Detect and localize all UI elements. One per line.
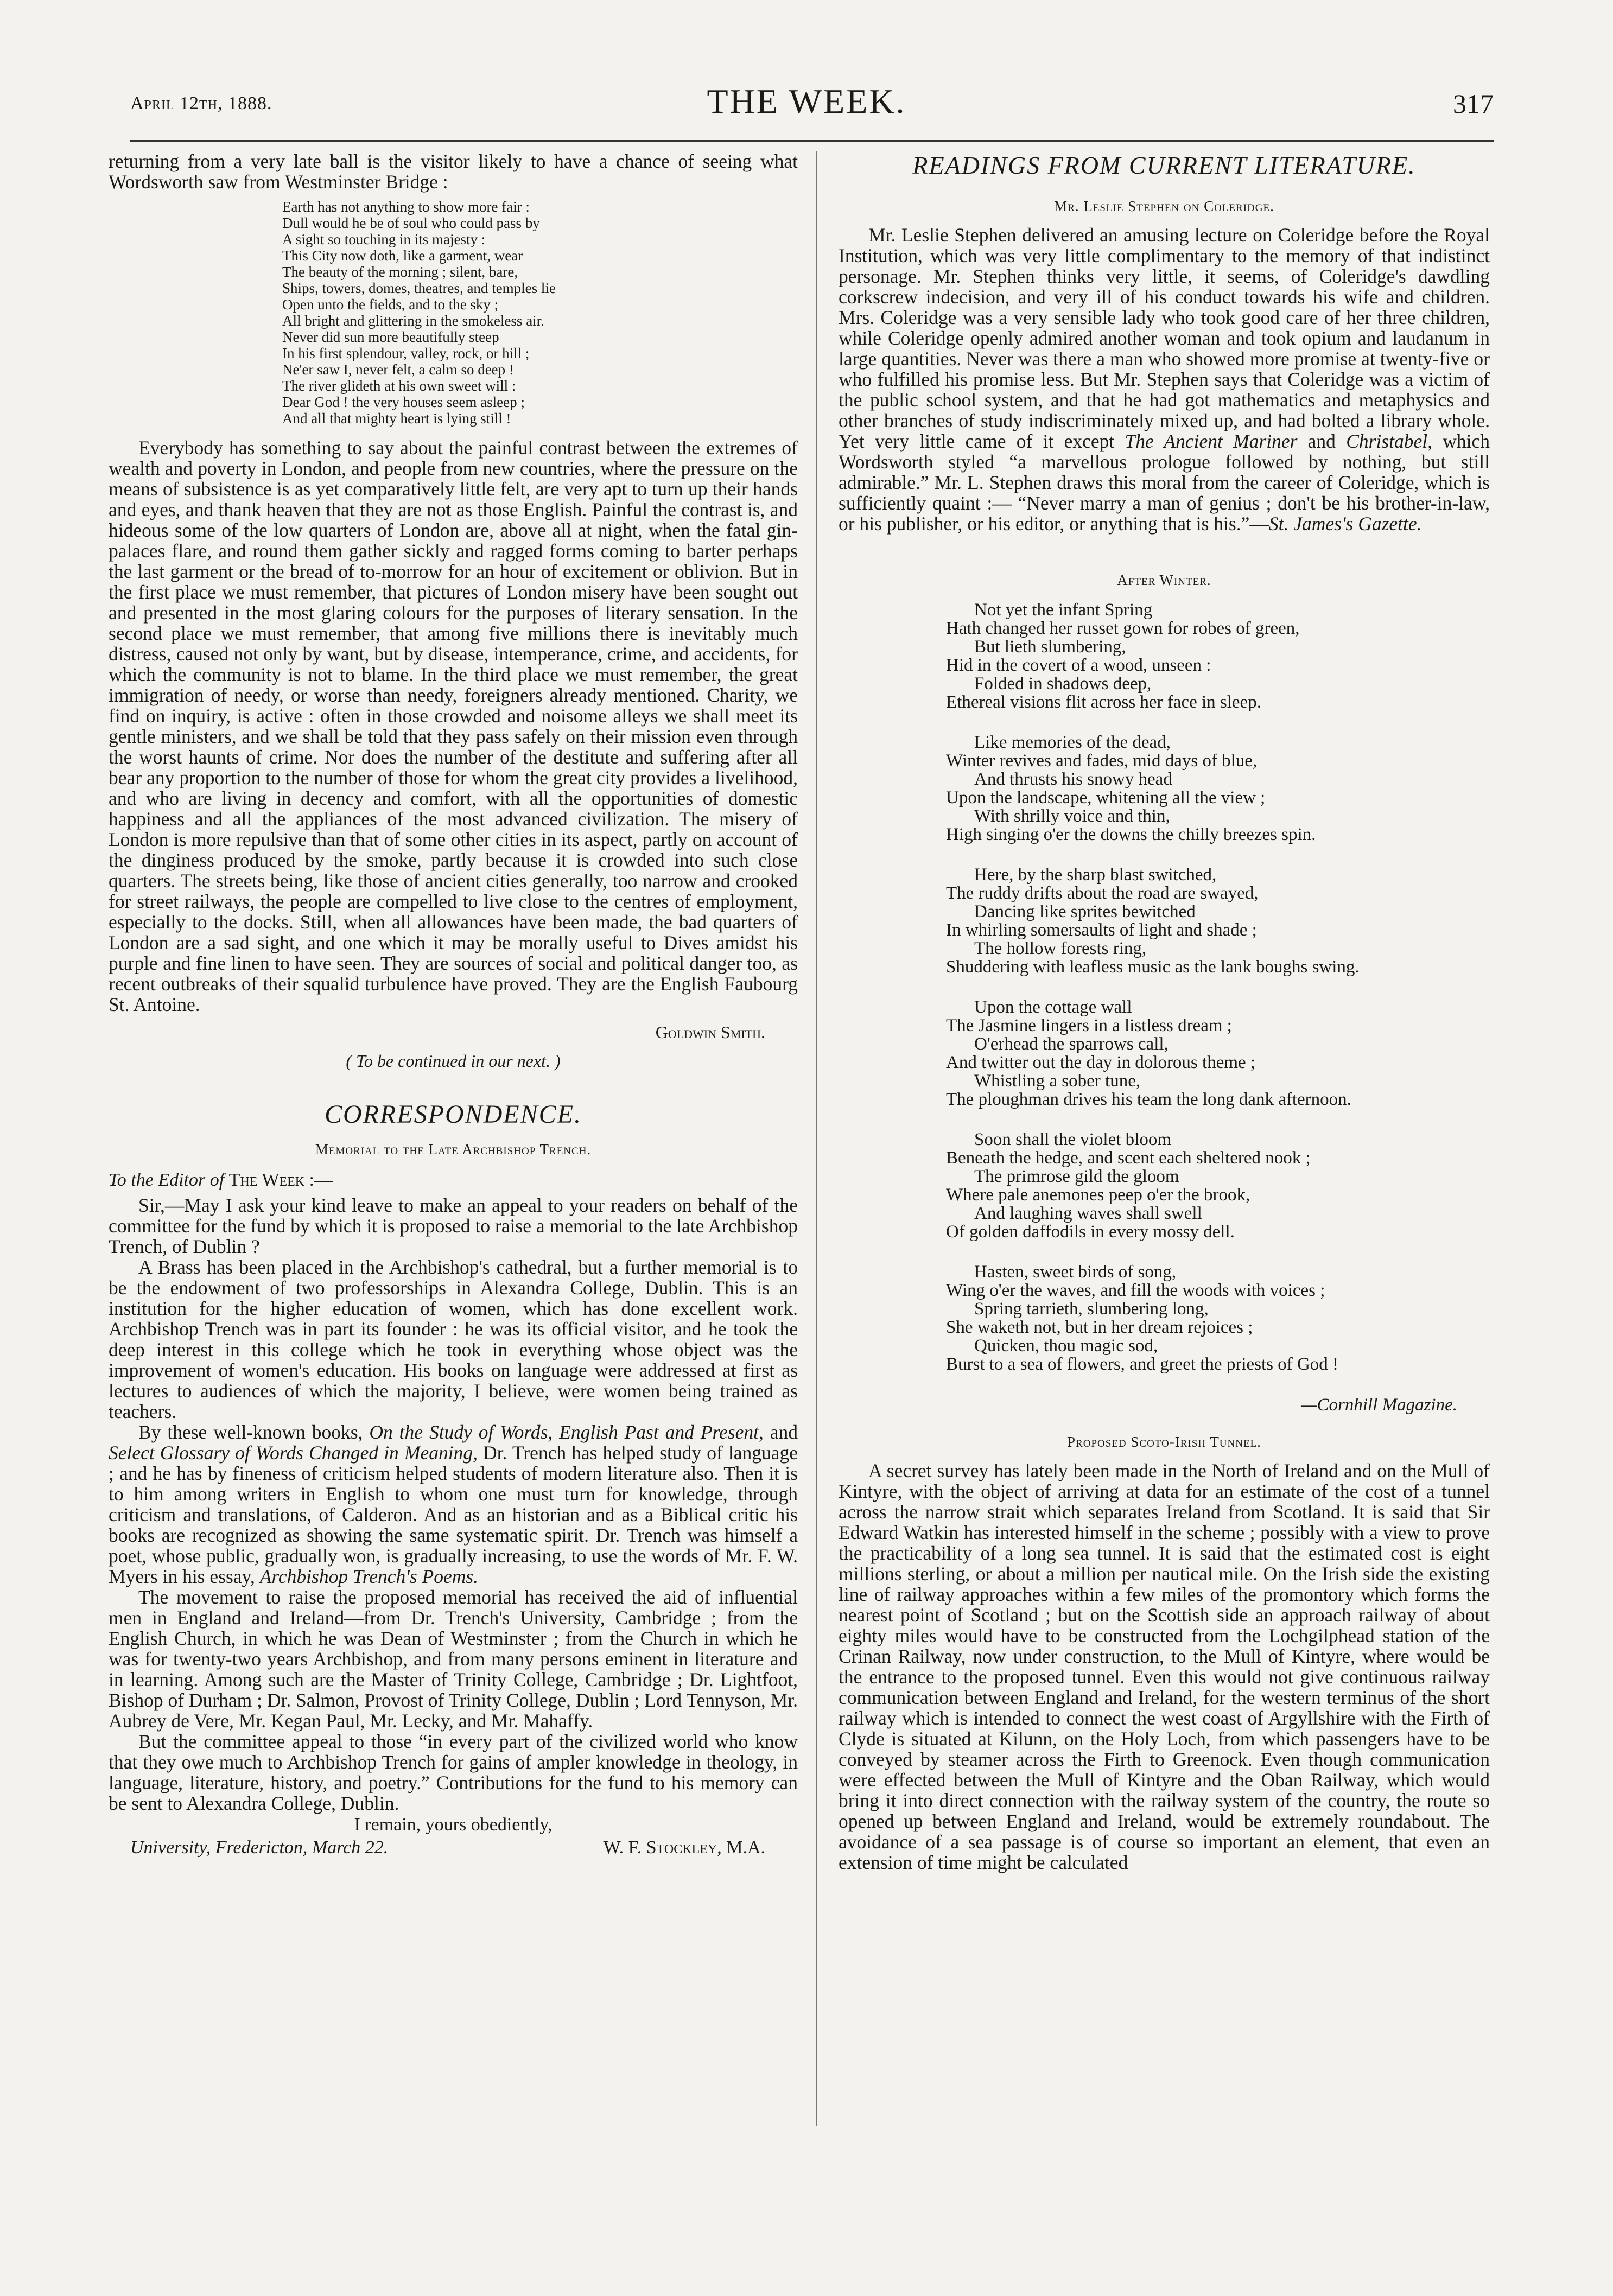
poem-line: Where pale anemones peep o'er the brook,: [946, 1185, 1250, 1205]
poem-line: Like memories of the dead,: [974, 733, 1171, 752]
text-run: Mr. Leslie Stephen delivered an amusing lecture on Coleridge before the Royal Institution, which was very little complimentary to the memory of that indistinct personage. Mr. Stephen thinks very little, it seems, of Coleridge's dawdling corkscrew indecision, and very ill of his conduct towards his wife and children. Mrs. Coleridge was a very sensible lady who took good care of her three children, while Coleridge openly admired another woman and took opium and laudanum in large quantities. Never was there a man who showed more promise at twenty-five or who fulfilled his promise less. But Mr. Stephen says that Coleridge was a victim of the public school system, and that he had got mathematics and metaphysics and other branches of study indiscriminately mixed up, and had bolted a library whole. Yet very little came of it except: [839, 224, 1490, 452]
sonnet-line: Never did sun more beautifully steep: [282, 329, 499, 345]
poem-line: The primrose gild the gloom: [974, 1167, 1179, 1186]
poem-stanza: [931, 866, 1490, 976]
poem-line: Quicken, thou magic sod,: [974, 1336, 1158, 1356]
poem-line: Not yet the infant Spring: [974, 600, 1153, 620]
poem-line: Whistling a sober tune,: [974, 1071, 1141, 1091]
letter-salutation: [109, 1170, 798, 1191]
publication-name: The Week :—: [228, 1170, 333, 1190]
poem-line: Here, by the sharp blast switched,: [974, 865, 1217, 885]
poem-line: And laughing waves shall swell: [974, 1204, 1202, 1223]
header-rule: [130, 140, 1494, 142]
poem-line: Winter revives and fades, mid days of blue,: [946, 751, 1258, 771]
letter-paragraph: [109, 1422, 798, 1587]
letter-paragraph: A Brass has been placed in the Archbishop's cathedral, but a further memorial is to be the endowment of two professorships in Alexandra College, Dublin. This is an institution for the higher education of women, which has done excellent work. Archbishop Trench was in part its founder : he was its official visitor, and he took the deep interest in this college which he took in everything whose object was the improvement of women's education. His books on language were addressed at first as lectures to audiences of which the majority, I believe, were women being trained as teachers.: [109, 1256, 798, 1422]
poem-line: Soon shall the violet bloom: [974, 1130, 1171, 1149]
sonnet-line: All bright and glittering in the smokeless air.: [282, 313, 544, 329]
sonnet-line: Ne'er saw I, never felt, a calm so deep !: [282, 361, 514, 378]
text-run: Dr. Trench has helped study of language ; and he has by fineness of criticism helped students of modern literature also. Then it is to him among writers in English to whom one must turn for knowledge, through criticism and translations, of Calderon. And as an historian and as a Biblical critic his books are recognized as showing the same systematic spirit. Dr. Trench was himself a poet, whose public, gradually won, is gradually increasing, to use the words of Mr. F. W. Myers in his essay,: [109, 1442, 798, 1587]
poem-stanza: [931, 1263, 1490, 1373]
poem-line: Upon the cottage wall: [974, 997, 1132, 1017]
page-header: [98, 81, 1515, 147]
poem-line: The hollow forests ring,: [974, 939, 1147, 958]
poem-stanza: [931, 998, 1490, 1109]
poem-line: But lieth slumbering,: [974, 637, 1126, 657]
letter-closing: I remain, yours obediently,: [354, 1815, 553, 1835]
essay-intro: returning from a very late ball is the visitor likely to have a chance of seeing what Wordsworth saw from Westminster Bridge :: [109, 150, 798, 193]
poem-stanza: [931, 1130, 1490, 1241]
book-title: Archbishop Trench's Poems.: [259, 1566, 479, 1587]
text-run: and: [770, 1421, 798, 1443]
sonnet-line: And all that mighty heart is lying still !: [282, 410, 511, 427]
correspondence-heading: CORRESPONDENCE.: [325, 1100, 582, 1129]
issue-date: April 12th, 1888.: [130, 93, 272, 113]
poem-line: And thrusts his snowy head: [974, 769, 1172, 789]
letter-signature: W. F. Stockley, M.A.: [603, 1837, 765, 1858]
poem-source: —Cornhill Magazine.: [1301, 1395, 1457, 1415]
memorial-heading: Memorial to the Late Archbishop Trench.: [315, 1141, 592, 1157]
sonnet-line: The river glideth at his own sweet will :: [282, 378, 516, 394]
poem-line: Dancing like sprites bewitched: [974, 902, 1196, 921]
sonnet-line: In his first splendour, valley, rock, or hill ;: [282, 345, 530, 361]
poem-line: Upon the landscape, whitening all the view ;: [946, 788, 1266, 807]
readings-heading: READINGS FROM CURRENT LITERATURE.: [912, 151, 1416, 179]
poem-line: Hath changed her russet gown for robes of green,: [946, 619, 1300, 638]
essay-signature: Goldwin Smith.: [655, 1022, 765, 1042]
poem-line: She waketh not, but in her dream rejoices ;: [946, 1318, 1253, 1337]
tunnel-article: A secret survey has lately been made in the North of Ireland and on the Mull of Kintyre, with the object of arriving at data for an estimate of the cost of a tunnel across the narrow strait which separates Ireland from Scotland. It is said that Sir Edward Watkin has interested himself in the scheme ; possibly with a view to prove the practicability of a long sea tunnel. It is said that the estimated cost is eight millions sterling, or about a million per nautical mile. On the Irish side the existing line of railway approaches within a few miles of the promontory which forms the nearest point of Scotland ; but on the Scottish side an approach railway of about eighty miles would have to be constructed from the Lochgilphead station of the Crinan Railway, now under construction, to the Mull of Kintyre, where would be the entrance to the proposed tunnel. Even this would not give continuous railway communication between England and Ireland, for the western terminus of the short railway which is intended to connect the west coast of Argyllshire with the Firth of Clyde is situated at Kilunn, on the Holy Loch, from which passengers have to be conveyed by steamer across the Firth to Greenock. Even though communication were effected between the Mull of Kintyre and the Oban Railway, which would bring it into direct connection with the railway system of the country, the route so opened up between England and Ireland, would be extremely roundabout. The avoidance of a sea passage is of course so important an element, that even an extension of time might be calculated: [839, 1460, 1490, 1873]
sonnet-line: A sight so touching in its majesty :: [282, 231, 486, 247]
right-column: [839, 151, 1490, 1873]
letter-paragraph: But the committee appeal to those “in every part of the civilized world who know that they owe much to Archbishop Trench for gains of ampler knowledge in theology, in language, literature, history, and poetry.” Contributions for the fund to his memory can be sent to Alexandra College, Dublin.: [109, 1731, 798, 1814]
after-winter-poem: [931, 601, 1490, 1373]
sonnet-line: The beauty of the morning ; silent, bare,: [282, 264, 518, 280]
wordsworth-sonnet: [282, 199, 798, 427]
poem-line: Beneath the hedge, and scent each sheltered nook ;: [946, 1148, 1311, 1168]
book-title: On the Study of Words, English Past and Present,: [369, 1421, 764, 1443]
masthead-title: THE WEEK.: [707, 82, 906, 120]
poem-line: In whirling somersaults of light and shade ;: [946, 920, 1257, 940]
text-run: which Wordsworth styled “a marvellous prologue followed by nothing, but still admirable.” Mr. L. Stephen draws this moral from the career of Coleridge, which is sufficiently quaint :— “Never marry a man of genius ; don't be his brother-in-law, or his publisher, or his editor, or anything that is his.”—: [839, 430, 1490, 535]
poem-line: Burst to a sea of flowers, and greet the priests of God !: [946, 1354, 1339, 1374]
sonnet-line: Open unto the fields, and to the sky ;: [282, 296, 499, 313]
text-run: By these well-known books,: [138, 1421, 363, 1443]
poem-line: Folded in shadows deep,: [974, 674, 1152, 694]
letter-footer: [109, 1837, 798, 1858]
tunnel-heading: Proposed Scoto-Irish Tunnel.: [1067, 1434, 1261, 1450]
essay-body: Everybody has something to say about the painful contrast between the extremes of wealth and poverty in London, and people from new countries, where the pressure on the means of subsistence is as yet comparatively little felt, are very apt to turn up their hands and eyes, and thank heaven that they are not as those English. Painful the contrast is, and hideous some of the low quarters of London are, above all at night, when the fatal gin-palaces flare, and round them gather sickly and ragged forms coming to barter perhaps the last garment or the bread of to-morrow for an hour of excitement or oblivion. But in the first place we must remember, that pictures of London misery have been sought out and presented in the most glaring colours for the purposes of literary sensation. In the second place we must remember, that among five millions there is inevitably much distress, caused not only by want, but by disease, intemperance, crime, and accidents, for which the community is not to blame. In the third place we must remember, the great immigration of needy, or worse than needy, foreigners already mentioned. Charity, we find on inquiry, is active : often in those crowded and noisome alleys we shall meet its gentle ministers, and we shall be told that they pass safely on their mission even through the worst haunts of crime. Nor does the number of the destitute and suffering after all bear any proportion to the number of those for whom the great city provides a livelihood, and who are living in decency and comfort, with all the opportunities of domestic happiness and all the appliances of the most advanced civilization. The misery of London is more repulsive than that of some other cities in its aspect, partly on account of the dinginess produced by the smoke, partly because it is crowded into such close quarters. The streets being, like those of ancient cities generally, too narrow and crooked for street railways, the people are compelled to live close to the centres of employment, especially to the docks. Still, when all allowances have been made, the bad quarters of London are a sad sight, and one which it may be morally useful to Dives amidst his purple and fine linen to have seen. They are sources of social and political danger too, as recent outbreaks of their squalid turbulence have proved. They are the English Faubourg St. Antoine.: [109, 437, 798, 1015]
poem-line: The Jasmine lingers in a listless dream ;: [946, 1016, 1232, 1035]
sonnet-line: Dear God ! the very houses seem asleep ;: [282, 394, 525, 410]
continued-note: ( To be continued in our next. ): [346, 1051, 561, 1071]
poem-line: Ethereal visions flit across her face in sleep.: [946, 692, 1261, 712]
poem-line: With shrilly voice and thin,: [974, 806, 1170, 826]
column-divider: [816, 151, 817, 2126]
to-editor-label: To the Editor of: [109, 1170, 225, 1190]
poem-line: And twitter out the day in dolorous theme ;: [946, 1053, 1256, 1072]
poem-line: Shuddering with leafless music as the lank boughs swing.: [946, 957, 1360, 977]
poem-line: Hasten, sweet birds of song,: [974, 1262, 1177, 1282]
sonnet-line: Dull would he be of soul who could pass by: [282, 215, 540, 231]
poem-line: Spring tarrieth, slumbering long,: [974, 1299, 1209, 1319]
letter-paragraph: The movement to raise the proposed memorial has received the aid of influential men in England and Ireland—from Dr. Trench's University, Cambridge ; from the English Church, in which he was Dean of Westminster ; from the Church in which he was for twenty-two years Archbishop, and from many persons eminent in literature and in learning. Among such are the Master of Trinity College, Cambridge ; Dr. Lightfoot, Bishop of Durham ; Dr. Salmon, Provost of Trinity College, Dublin ; Lord Tennyson, Mr. Aubrey de Vere, Mr. Kegan Paul, Mr. Lecky, and Mr. Mahaffy.: [109, 1586, 798, 1732]
stephen-article: [839, 225, 1490, 534]
left-column: [109, 151, 798, 1858]
poem-stanza: [931, 601, 1490, 711]
sonnet-line: Earth has not anything to show more fair :: [282, 199, 530, 215]
poem-line: The ruddy drifts about the road are swayed,: [946, 883, 1259, 903]
poem-line: High singing o'er the downs the chilly breezes spin.: [946, 825, 1316, 844]
letter-place-date: University, Fredericton, March 22.: [130, 1837, 389, 1858]
poem-line: Of golden daffodils in every mossy dell.: [946, 1222, 1235, 1242]
poem-heading: After Winter.: [1117, 572, 1211, 588]
text-run: and: [1307, 430, 1336, 452]
stephen-heading: Mr. Leslie Stephen on Coleridge.: [1054, 198, 1274, 214]
page-number: 317: [1453, 88, 1494, 119]
book-title: Select Glossary of Words Changed in Meaning,: [109, 1442, 478, 1464]
poem-line: Wing o'er the waves, and fill the woods with voices ;: [946, 1281, 1325, 1300]
sonnet-line: This City now doth, like a garment, wear: [282, 247, 523, 264]
sonnet-line: Ships, towers, domes, theatres, and temples lie: [282, 280, 556, 296]
letter-paragraph: Sir,—May I ask your kind leave to make an appeal to your readers on behalf of the committee for the fund by which it is proposed to raise a memorial to the late Archbishop Trench, of Dublin ?: [109, 1194, 798, 1257]
poem-line: O'erhead the sparrows call,: [974, 1034, 1169, 1054]
poem-line: The ploughman drives his team the long dank afternoon.: [946, 1090, 1351, 1109]
poem-line: Hid in the covert of a wood, unseen :: [946, 656, 1211, 675]
work-title: The Ancient Mariner: [1125, 430, 1298, 452]
article-source: St. James's Gazette.: [1268, 513, 1422, 535]
work-title: Christabel,: [1346, 430, 1432, 452]
poem-stanza: [931, 733, 1490, 844]
